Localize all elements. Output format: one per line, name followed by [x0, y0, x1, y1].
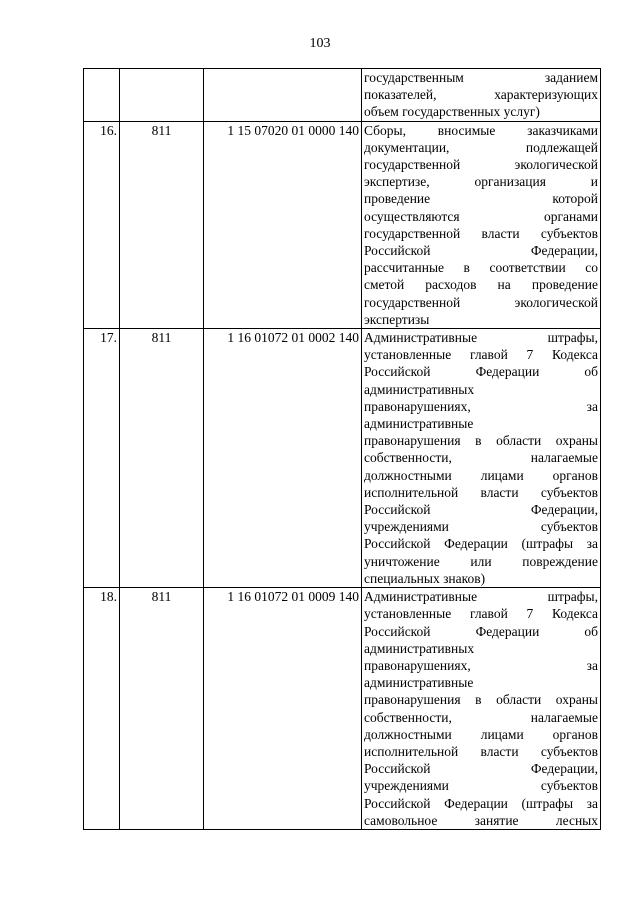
- revenue-description-cell: [362, 588, 601, 830]
- description-line: документации, подлежащей: [364, 139, 598, 155]
- description-line: самовольное занятие лесных: [364, 812, 598, 828]
- description-line: рассчитанные в соответствии со: [364, 260, 598, 276]
- description-line: собственности, налагаемые: [364, 450, 598, 466]
- row-number-cell: 18.: [84, 588, 120, 830]
- table-row: [84, 588, 601, 830]
- description-line: Российской Федерации,: [364, 502, 598, 518]
- admin-code-cell: 811: [120, 121, 204, 328]
- row-number-cell: [84, 69, 120, 122]
- description-line: осуществляются органами: [364, 208, 598, 224]
- description-line: правонарушения в области охраны: [364, 433, 598, 449]
- description-line: Российской Федерации,: [364, 243, 598, 259]
- description-line: установленные главой 7 Кодекса: [364, 347, 598, 363]
- description-line: исполнительной власти субъектов: [364, 484, 598, 500]
- table-row: [84, 69, 601, 122]
- budget-classification-code-cell: [204, 69, 362, 122]
- description-line: установленные главой 7 Кодекса: [364, 606, 598, 622]
- description-line: административные: [364, 416, 474, 432]
- table-row: [84, 329, 601, 588]
- description-line: экспертизе, организация и: [364, 174, 598, 190]
- revenue-description-cell: [362, 329, 601, 588]
- description-line: собственности, налагаемые: [364, 709, 598, 725]
- description-line: учреждениями субъектов: [364, 519, 598, 535]
- budget-classification-code-cell: 1 15 07020 01 0000 140: [204, 121, 362, 328]
- revenue-codes-table: [83, 68, 601, 830]
- description-line: административных: [364, 381, 475, 397]
- description-line: государственной экологической: [364, 157, 598, 173]
- description-line: правонарушениях, за: [364, 657, 598, 673]
- revenue-description-cell: [362, 121, 601, 328]
- description-line: Административные штрафы,: [364, 589, 598, 605]
- description-line: административные: [364, 675, 474, 691]
- description-line: Российской Федерации (штрафы за: [364, 795, 598, 811]
- row-number-cell: 17.: [84, 329, 120, 588]
- description-line: Российской Федерации (штрафы за: [364, 536, 598, 552]
- description-line: специальных знаков): [364, 570, 486, 586]
- description-line: экспертизы: [364, 311, 430, 327]
- description-line: сметой расходов на проведение: [364, 277, 598, 293]
- description-line: Российской Федерации об: [364, 623, 598, 639]
- description-line: Сборы, вносимые заказчиками: [364, 122, 598, 138]
- description-line: исполнительной власти субъектов: [364, 743, 598, 759]
- table-row: [84, 121, 601, 328]
- description-line: должностными лицами органов: [364, 467, 598, 483]
- description-line: административных: [364, 640, 475, 656]
- table-body: [84, 69, 601, 830]
- description-line: государственной экологической: [364, 294, 598, 310]
- revenue-description-cell: [362, 69, 601, 122]
- budget-classification-code-cell: 1 16 01072 01 0009 140: [204, 588, 362, 830]
- description-line: показателей, характеризующих: [364, 87, 598, 103]
- description-line: государственной власти субъектов: [364, 225, 598, 241]
- description-line: учреждениями субъектов: [364, 778, 598, 794]
- description-line: Российской Федерации об: [364, 364, 598, 380]
- description-line: правонарушения в области охраны: [364, 692, 598, 708]
- description-line: проведение которой: [364, 191, 598, 207]
- admin-code-cell: 811: [120, 588, 204, 830]
- description-line: уничтожение или повреждение: [364, 553, 598, 569]
- description-line: государственным заданием: [364, 70, 598, 85]
- budget-classification-code-cell: 1 16 01072 01 0002 140: [204, 329, 362, 588]
- description-line: Российской Федерации,: [364, 761, 598, 777]
- admin-code-cell: [120, 69, 204, 122]
- description-line: объем государственных услуг): [364, 104, 540, 120]
- page-number: 103: [309, 36, 331, 51]
- description-line: правонарушениях, за: [364, 398, 598, 414]
- row-number-cell: 16.: [84, 121, 120, 328]
- admin-code-cell: 811: [120, 329, 204, 588]
- description-line: Административные штрафы,: [364, 330, 598, 346]
- description-line: должностными лицами органов: [364, 726, 598, 742]
